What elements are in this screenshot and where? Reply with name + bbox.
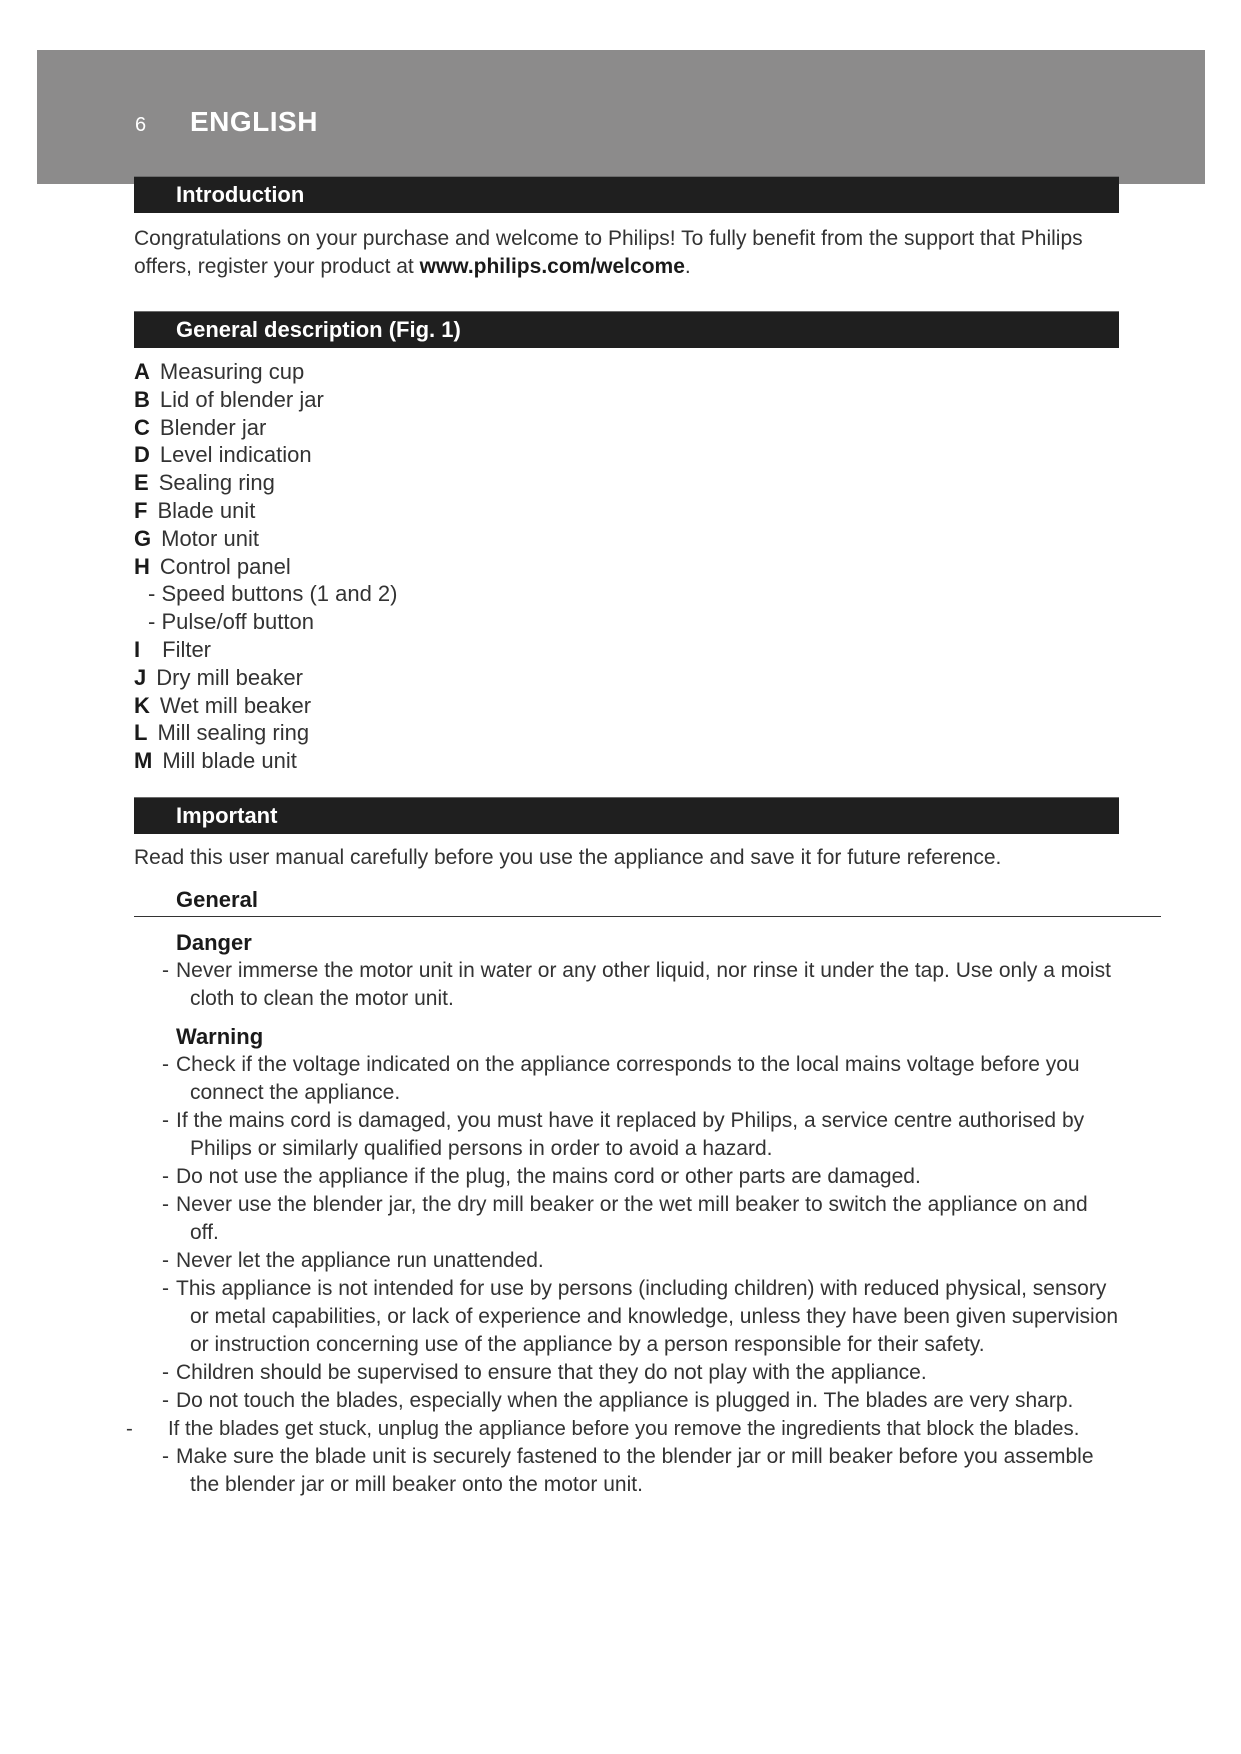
part-item	[134, 747, 1119, 775]
part-label: Blender jar	[159, 414, 267, 440]
part-item	[134, 386, 1119, 414]
part-label: Measuring cup	[159, 359, 305, 384]
warning-item	[148, 1247, 1119, 1275]
part-letter: A	[134, 359, 150, 384]
page-number: 6	[135, 114, 147, 136]
part-subitem	[134, 608, 1119, 636]
part-label: - Speed buttons (1 and 2)	[148, 581, 398, 607]
warning-item-text: If the mains cord is damaged, you must have it replaced by Philips, a service centre authorised by Philips or similarly qualified persons in order to avoid a hazard.	[176, 1108, 1085, 1160]
introduction-end: .	[684, 255, 691, 278]
bullet-dash: -	[162, 958, 169, 982]
general-heading: General	[134, 886, 1161, 917]
part-letter: F	[134, 497, 148, 523]
bullet-dash: -	[162, 1360, 169, 1384]
part-label: Mill blade unit	[162, 748, 297, 774]
bullet-dash: -	[162, 1052, 169, 1076]
part-letter: L	[134, 720, 148, 746]
part-letter: C	[134, 414, 150, 440]
part-label: Lid of blender jar	[159, 386, 324, 412]
warning-item-text: Children should be supervised to ensure that they do not play with the appliance.	[176, 1360, 927, 1384]
warning-item	[126, 1415, 1119, 1443]
part-item	[134, 358, 1119, 386]
part-label: Mill sealing ring	[157, 720, 310, 746]
warning-item-text: If the blades get stuck, unplug the appliance before you remove the ingredients that block the blades.	[168, 1417, 1080, 1440]
warning-item-text: Never let the appliance run unattended.	[176, 1248, 544, 1272]
danger-item-text: Never immerse the motor unit in water or any other liquid, nor rinse it under the tap. Use only a moist cloth to clean the motor unit.	[176, 958, 1111, 1010]
section-general-description-title: General description (Fig. 1)	[134, 311, 1119, 348]
danger-item	[148, 957, 1119, 1013]
warning-item	[148, 1107, 1119, 1163]
part-item	[134, 441, 1119, 469]
part-label: Control panel	[159, 553, 291, 579]
warning-heading: Warning	[176, 1023, 264, 1049]
warning-item	[148, 1275, 1119, 1359]
part-item	[134, 692, 1119, 720]
bullet-dash: -	[162, 1444, 169, 1468]
website-link[interactable]: www.philips.com/welcome	[419, 255, 685, 278]
warning-item-text: Check if the voltage indicated on the appliance corresponds to the local mains voltage before you connect the appliance.	[176, 1052, 1080, 1104]
part-letter: D	[134, 442, 150, 468]
part-letter: J	[134, 664, 147, 690]
warning-item-text: Never use the blender jar, the dry mill beaker or the wet mill beaker to switch the appliance on and off.	[176, 1192, 1088, 1244]
part-label: Sealing ring	[158, 470, 275, 496]
section-introduction-title: Introduction	[134, 176, 1119, 213]
part-item	[134, 525, 1119, 553]
part-letter: E	[134, 470, 149, 496]
bullet-dash: -	[162, 1276, 169, 1300]
part-letter: H	[134, 553, 150, 579]
warning-item	[148, 1163, 1119, 1191]
section-important-title: Important	[134, 797, 1119, 834]
page-content	[126, 176, 1119, 1499]
part-label: - Pulse/off button	[148, 609, 314, 635]
bullet-dash: -	[162, 1388, 169, 1412]
language-heading: ENGLISH	[190, 106, 318, 137]
part-subitem	[134, 580, 1119, 608]
part-item	[134, 497, 1119, 525]
warning-item	[148, 1191, 1119, 1247]
part-letter: I	[134, 636, 141, 662]
warning-item-text: Make sure the blade unit is securely fastened to the blender jar or mill beaker before you assemble the blender jar or mill beaker onto the motor unit.	[176, 1444, 1094, 1496]
part-item	[134, 553, 1119, 581]
part-label: Motor unit	[161, 525, 259, 551]
important-intro: Read this user manual carefully before you use the appliance and save it for future reference.	[134, 845, 1002, 869]
bullet-dash: -	[162, 1164, 169, 1188]
part-label: Blade unit	[157, 497, 256, 523]
part-item	[134, 719, 1119, 747]
part-letter: K	[134, 692, 150, 718]
part-item	[134, 469, 1119, 497]
bullet-dash: -	[162, 1192, 169, 1216]
warning-item-text: Do not use the appliance if the plug, the mains cord or other parts are damaged.	[176, 1164, 921, 1188]
parts-list	[134, 358, 1119, 775]
warning-item	[148, 1359, 1119, 1387]
part-item	[134, 664, 1119, 692]
warning-item	[148, 1051, 1119, 1107]
part-item	[134, 414, 1119, 442]
bullet-dash: -	[162, 1108, 169, 1132]
bullet-dash: -	[162, 1248, 169, 1272]
introduction-text	[134, 225, 1119, 281]
warning-item	[148, 1387, 1119, 1415]
part-letter: G	[134, 525, 152, 551]
part-label: Wet mill beaker	[159, 692, 312, 718]
part-letter: M	[134, 748, 153, 774]
part-label: Filter	[162, 636, 212, 662]
warning-item-text: Do not touch the blades, especially when the appliance is plugged in. The blades are very sharp.	[176, 1388, 1074, 1412]
part-label: Level indication	[159, 442, 312, 468]
danger-heading: Danger	[176, 929, 252, 955]
bullet-dash: -	[126, 1417, 133, 1440]
part-label: Dry mill beaker	[156, 664, 303, 690]
warning-item	[148, 1443, 1119, 1499]
part-letter: B	[134, 386, 150, 412]
introduction-body: Congratulations on your purchase and welcome to Philips! To fully benefit from the support that Philips offers, register your product at	[134, 227, 1083, 278]
warning-item-text: This appliance is not intended for use by persons (including children) with reduced physical, sensory or metal capabilities, or lack of experience and knowledge, unless they have been given supervision or instruction concerning use of the appliance by a person responsible for their safety.	[176, 1276, 1119, 1356]
part-item	[134, 636, 1119, 664]
